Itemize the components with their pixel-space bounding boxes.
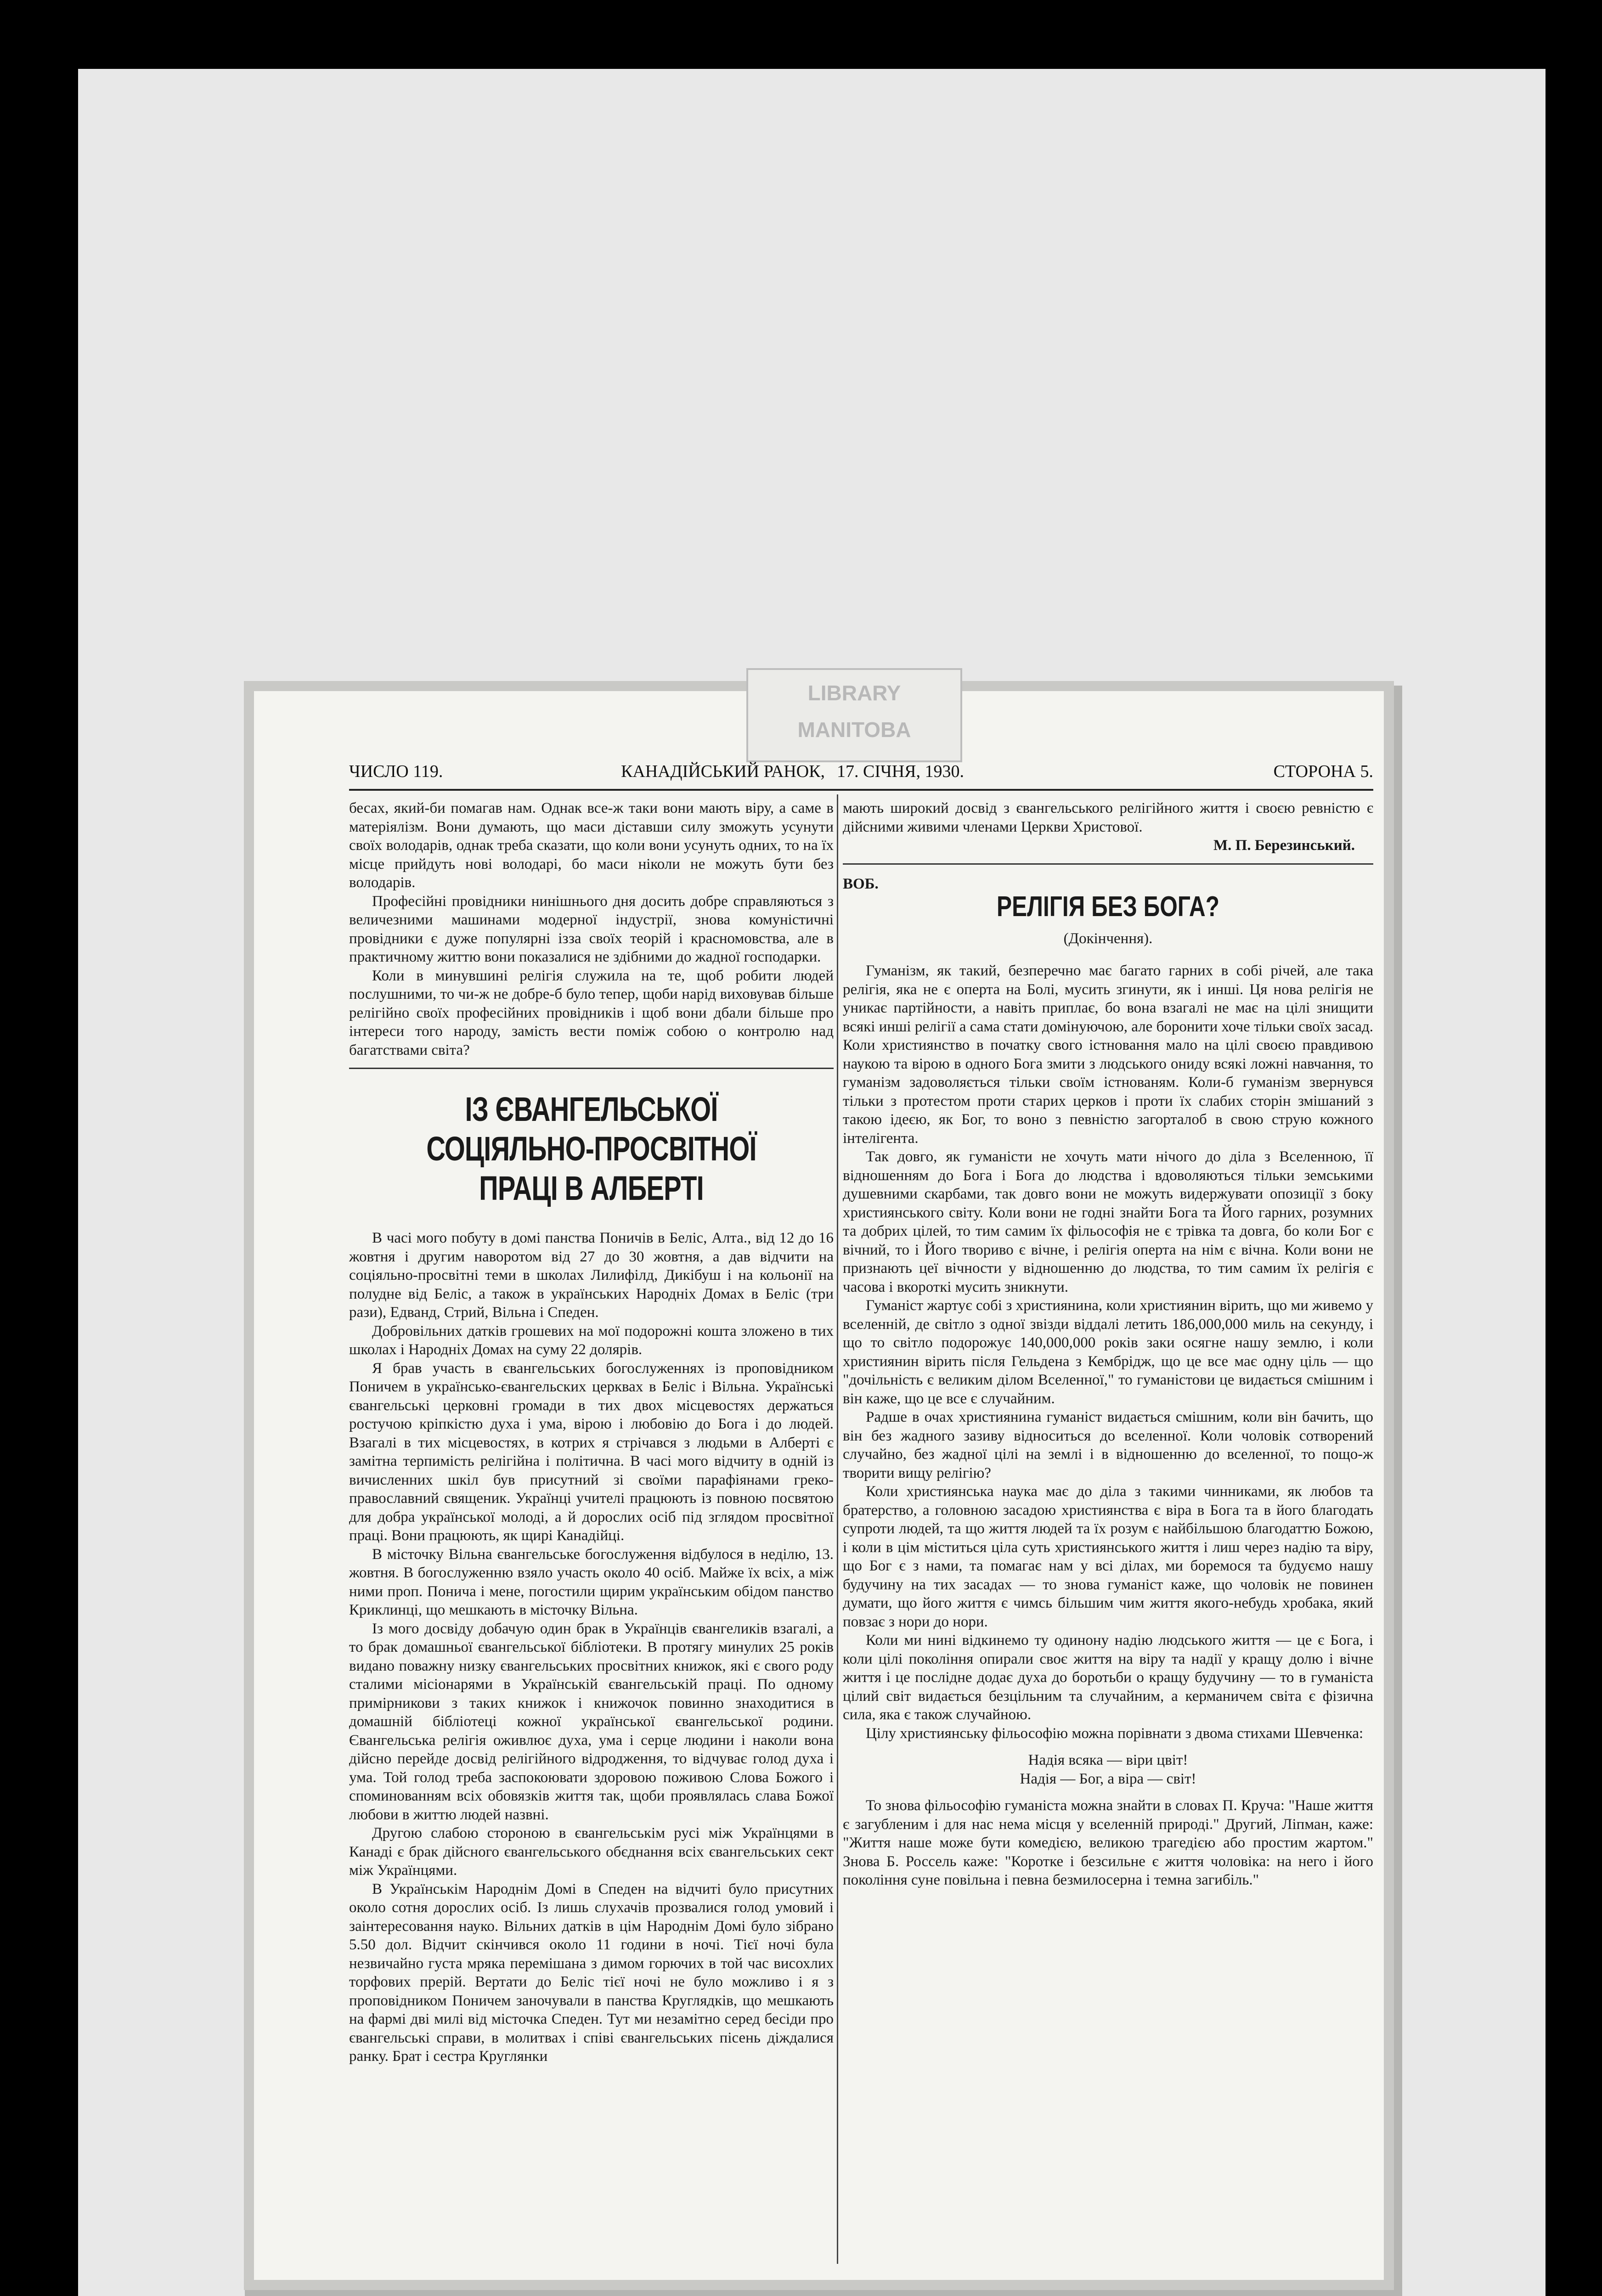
- article-paragraph: Цілу християнську фільософію можна порівнати з двома стихами Шевченка:: [866, 1725, 1364, 1742]
- article-paragraph: Коли в минувшині релігія служила на те, щоб робити людей послушними, то чи-ж не добре-б було тепер, щоби нарід виховував більше релігійно своїх професійних провідників і щоб вони дбали більше про інтереси того народу, замість вести поміж собою о контролю над багатствами світа?: [349, 967, 834, 1058]
- poem-quote: [843, 1751, 1373, 1788]
- newspaper-name: КАНАДІЙСЬКИЙ РАНОК,: [621, 762, 825, 781]
- article-paragraph: То знова фільософію гуманіста можна знайти в словах П. Круча: "Наше життя є загубленим і для нас нема місця у вселенній природі." Другий, Ліпман, каже: "Життя наше може бути комедією, великою трагедією або простим жартом." Знова Б. Россель каже: "Коротке і безсильне є життя чоловіка: на него і його покоління суне повільна і певна безмилосерна і темна загибіль.": [843, 1797, 1373, 1888]
- article-paragraph: Добровільних датків грошевих на мої подорожні кошта зложено в тих школах і Народніх Домах на суму 22 долярів.: [349, 1322, 834, 1358]
- article-paragraph: Коли ми нині відкинемо ту одинону надію людського життя — це є Бога, і коли цілі покоління опирали своє життя на віру та надії у кращу долю і вічне життя і це послідне додає духа до боротьби о кращу будучину — то в гуманіста цілий світ видається безцільним та случайним, а керманичем світа є фізична сила, яка є також случайною.: [843, 1632, 1373, 1723]
- article-paragraph: Коли християнська наука має до діла з такими чинниками, як любов та братерство, а головною засадою християнства є віра в Бога та в його благодать супроти людей, та що життя людей та їх розум є найбільшою благодаттю Божою, і коли в цім міститься ціла суть християнського життя і лиш через надію та віру, що Бог є з нами, та помагає нам у всі ділах, ми боремося та будуємо нашу будучину на тих засадах — то знова гуманіст каже, що чоловік не повинен думати, що його життя є чимсь більшим чим життя якого-небудь хробака, який повзає з нори до нори.: [843, 1483, 1373, 1630]
- article-paragraph: В Українськім Народнім Домі в Спеден на відчиті було присутних около сотня дорослих осіб. Із лишь слухачів прозвалися голод умовий і заінтересовання науко. Вільних датків в цім Народнім Домі було зібрано 5.50 дол. Відчит скінчився около 11 години в ночі. Тієї ночі була незвичайно густа мряка перемішана з димом горючих в той час висохлих торфових прерій. Вертати до Беліс тієї ночі не було можливо і я з проповідником Поничем заночували в панства Круглядків, що мешкають на фармі дві милі від місточка Спеден. Тут ми незамітно серед бесіди про євангельські справи, в молитвах і співі євангельських пісень діждалися ранку. Брат і сестра Круглянки: [349, 1880, 834, 2065]
- page-header: [349, 761, 1373, 789]
- page-number: СТОРОНА 5.: [1273, 762, 1373, 781]
- article-paragraph: Радше в очах християнина гуманіст видається смішним, коли він бачить, що він без жадного зазиву відноситься до вселенної. Коли чоловік сотворений случайно, без жадної цілі на землі і в відношенню до вселенної, то пощо-ж творити вищу релігію?: [843, 1409, 1373, 1481]
- author-signature: М. П. Березинський.: [1213, 837, 1355, 854]
- issue-date: 17. СІЧНЯ, 1930.: [837, 762, 964, 781]
- stamp-line2: MANITOBA: [797, 718, 911, 742]
- article-paragraph: В часі мого побуту в домі панства Поничів в Беліс, Алта., від 12 до 16 жовтня і другим наворотом від 27 до 30 жовтня, а дав відчити на соціяльно-просвітні теми в школах Лилифілд, Дикібуш і на кольонії на полудне від Беліс, а також в українських Народніх Домах в Беліс (три рази), Едванд, Стрий, Вільна і Спеден.: [349, 1230, 834, 1321]
- column-divider: [837, 794, 838, 2264]
- article-rule: [843, 863, 1373, 865]
- article-paragraph: Гуманізм, як такий, безперечно має багато гарних в собі річей, але така релігія, яка не є оперта на Болі, мусить згинути, як і инші. Ця нова релігія не уникає партійности, а навіть приплає, бо вона взагалі не має на цілі знищити всякі инші релігії а сама стати домінуючою, але боронити хоче тільки своїх засад. Коли християнство в початку свого істновання мало на цілі своєю правдивою наукою та вірою в одного Бога змити з людського ониду всякі ложні навчання, то гуманізм задоволяється тільки своїм істнованям. Коли-б гуманізм звернувся тільки з протестом проти старих церков і проти їх слабих сторін змішаний з такою ідеєю, як Бог, то воно з певністю загорталоб в свою струю кожного інтелігента.: [843, 962, 1373, 1147]
- stamp-line1: LIBRARY: [807, 681, 901, 705]
- article-title-alberta: ІЗ ЄВАНГЕЛЬСЬКОЇ СОЦІЯЛЬНО-ПРОСВІТНОЇ ПРАЦІ В АЛБЕРТІ: [426, 1090, 756, 1207]
- article-paragraph: Професійні провідники нинішнього дня досить добре справляються з величезними машинами модерної індустрії, знова комуністичні провідники є дуже популярні ізза своїх теорій і красномовства, але в практичному життю вони показалися не здібними до жадної господарки.: [349, 893, 834, 965]
- article-rule: [349, 1068, 834, 1069]
- article-paragraph: Я брав участь в євангельських богослуженнях із проповідником Поничем в українсько-євангельских церквах в Беліс і Вільна. Українські євангельські церковні громади в тих двох місцевостях держаться ростучою кріпкістю духа і ума, вірою і любовію до Бога і до людей. Взагалі в тих місцевостях, в котрих я стрічався з людьми в Алберті є замітна терпимість релігійна і політична. В часі мого відчиту в одній із вичисленних шкіл був присутний зі своїми парафіянами греко-православний священик. Українці учителі працюють із повною посвятою для добра української молоді, а й дорослих осіб під зглядом просвітної праці. Вони працюють, як щирі Канадійці.: [349, 1360, 834, 1544]
- left-column: [349, 799, 834, 2066]
- library-stamp: [746, 668, 962, 762]
- article-subtitle: (Докінчення).: [1063, 930, 1153, 947]
- article-paragraph: бесах, який-би помагав нам. Однак все-ж таки вони мають віру, а саме в матеріялізм. Вони думають, що маси діставши силу зможуть усунути своїх володарів, однак треба сказати, що коли вони усунуть одних, то на їх місце прийдуть нові володарі, бо маси ніколи не можуть бути без володарів.: [349, 800, 834, 891]
- article-paragraph: В місточку Вільна євангельське богослуження відбулося в неділю, 13. жовтня. В богослуженню взяло участь около 40 осіб. Майже їх всіх, а між ними проп. Понича і мене, погостили щирим українським обідом панство Криклинці, що мешкають в місточку Вільна.: [349, 1546, 834, 1618]
- article-paragraph: Другою слабою стороною в євангельськім русі між Українцями в Канаді є брак дійсного євангельського обєднання всіх євангельських сект між Українцями.: [349, 1825, 834, 1879]
- article-paragraph: Гуманіст жартує собі з християнина, коли християнин вірить, що ми живемо у вселенній, де світло з одної звізди віддалі летить 186,000,000 миль на секунду, і що то світло подорожує 140,000,000 років заки осягне нашу землю, і коли християнин вірить після Гельдена з Кембрідж, що це все має одну ціль — що "дочільність є великим ділом Вселенної," то гуманістови це видається смішним і він каже, що це все є случайним.: [843, 1297, 1373, 1407]
- poem-line: Надія всяка — віри цвіт!: [1028, 1752, 1188, 1768]
- article-paragraph: Із мого досвіду добачую один брак в Українців євангеликів взагалі, а то брак домашньої євангельської бібліотеки. В протягу минулих 25 років видано поважну низку євангельських просвітних книжок, які є свого роду сталими місіонарями в Українській євангельській праці. По одному примірникови з таких книжок і книжочок повинно знаходитися в домашній бібліотеці кожної української євангельської родини. Євангельська релігія оживлює духа, ума і серце людини і наколи вона дійсно перейде досвід релігійного відродження, то відчуває голод духа і ума. Той голод треба заспокоювати здоровою поживою Слова Божого і споминованням всіх обовязків життя так, щоби проявлялась слава Божої любови в життю людей назвні.: [349, 1620, 834, 1823]
- section-mark: ВОБ.: [843, 875, 879, 892]
- article-title-religion: РЕЛІГІЯ БЕЗ БОГА?: [996, 891, 1219, 923]
- header-rule: [349, 789, 1373, 791]
- article-paragraph: Так довго, як гуманісти не хочуть мати нічого до діла з Вселенною, її відношенням до Бога і Бога до людства і вдоволяються тільки земськими душевними скарбами, так довго вони не можуть видержувати опозиції з боку християнського світу. Коли вони не годні знайти Бога та Його гарних, розумних та добрих цілей, то тим самим їх фільософія не є трівка та довга, бо коли Бог є вічний, то і Його твориво є вічне, і релігія оперта на нім є вічна. Коли вони не признають цеї вічности у відношенню до людства, то тим самим їх релігія є часова і вкороткі мусить зникнути.: [843, 1148, 1373, 1295]
- right-column: [843, 799, 1373, 1890]
- article-paragraph: мають широкий досвід з євангельського релігійного життя і своєю ревністю є дійсними живими членами Церкви Христової.: [843, 800, 1373, 835]
- issue-number: ЧИСЛО 119.: [349, 762, 443, 781]
- poem-line: Надія — Бог, а віра — світ!: [1020, 1770, 1196, 1787]
